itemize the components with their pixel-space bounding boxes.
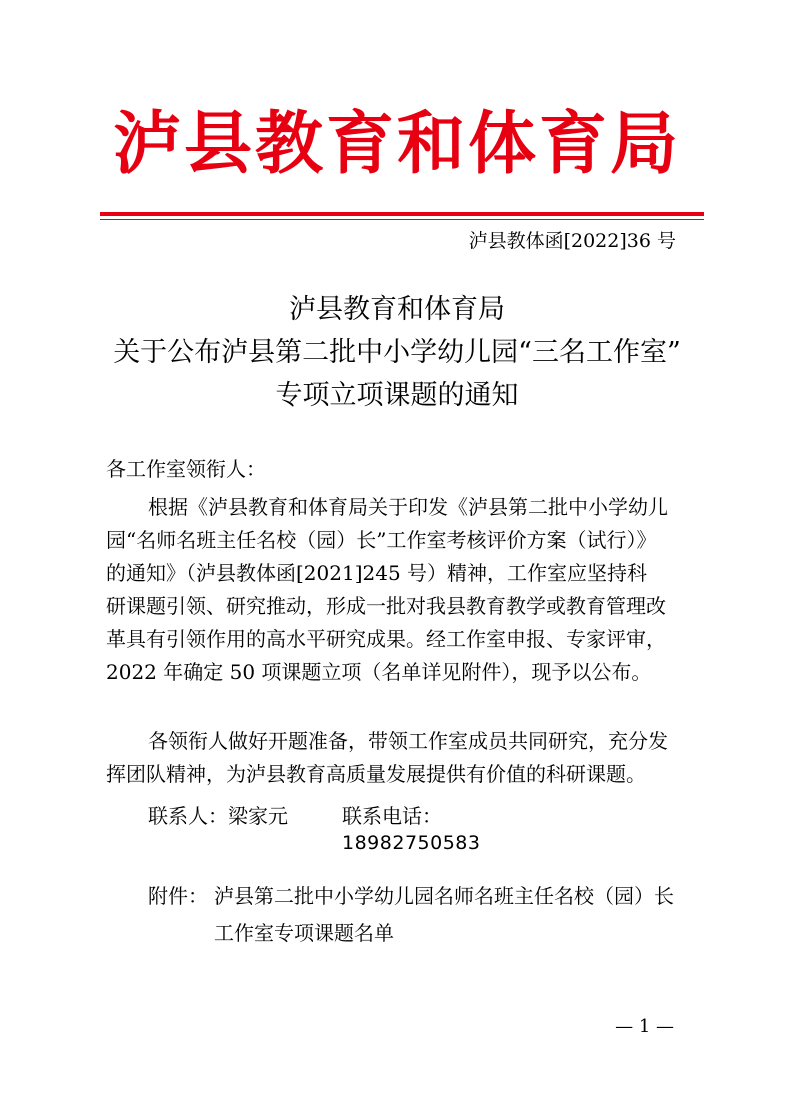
- paragraph-line: 各领衔人做好开题准备，带领工作室成员共同研究，充分发: [148, 729, 668, 753]
- title-line-2: 关于公布泸县第二批中小学幼儿园“三名工作室”: [113, 337, 681, 368]
- title-line-3: 专项立项课题的通知: [275, 380, 519, 411]
- attachment-label: 附件：: [148, 884, 208, 908]
- body-paragraph-2: [106, 725, 702, 791]
- body-paragraph-1: [106, 491, 702, 689]
- paragraph-line: 2022 年确定 50 项课题立项（名单详见附件），现予以公布。: [106, 660, 652, 684]
- paragraph-line: 的通知》（泸县教体函[2021]245 号）精神，工作室应坚持科: [106, 561, 648, 585]
- document-number: 泸县教体函[2022]36 号: [468, 230, 676, 252]
- org-masthead: 泸县教育和体育局: [112, 105, 681, 184]
- attachment-title-line: 工作室专项课题名单: [214, 921, 394, 945]
- paragraph-line: 根据《泸县教育和体育局关于印发《泸县第二批中小学幼儿: [148, 495, 668, 519]
- salutation: 各工作室领衔人：: [106, 457, 266, 481]
- paragraph-line: 挥团队精神，为泸县教育高质量发展提供有价值的科研课题。: [106, 762, 646, 786]
- red-divider-thick: [100, 212, 704, 216]
- contact-person: 联系人：梁家元: [148, 804, 288, 828]
- contact-phone-number: 18982750583: [342, 832, 481, 854]
- attachment-title-line: 泸县第二批中小学幼儿园名师名班主任名校（园）长: [214, 884, 674, 908]
- title-line-1: 泸县教育和体育局: [289, 294, 505, 325]
- paragraph-line: 园“名师名班主任名校（园）长”工作室考核评价方案（试行）》: [106, 528, 657, 552]
- paragraph-line: 革具有引领作用的高水平研究成果。经工作室申报、专家评审，: [106, 627, 666, 651]
- contact-phone-label: 联系电话：: [342, 804, 442, 828]
- paragraph-line: 研课题引领、研究推动，形成一批对我县教育教学或教育管理改: [106, 594, 666, 618]
- page-number: — 1 —: [615, 1016, 674, 1037]
- red-divider-thin: [100, 219, 704, 220]
- document-title: [0, 288, 794, 417]
